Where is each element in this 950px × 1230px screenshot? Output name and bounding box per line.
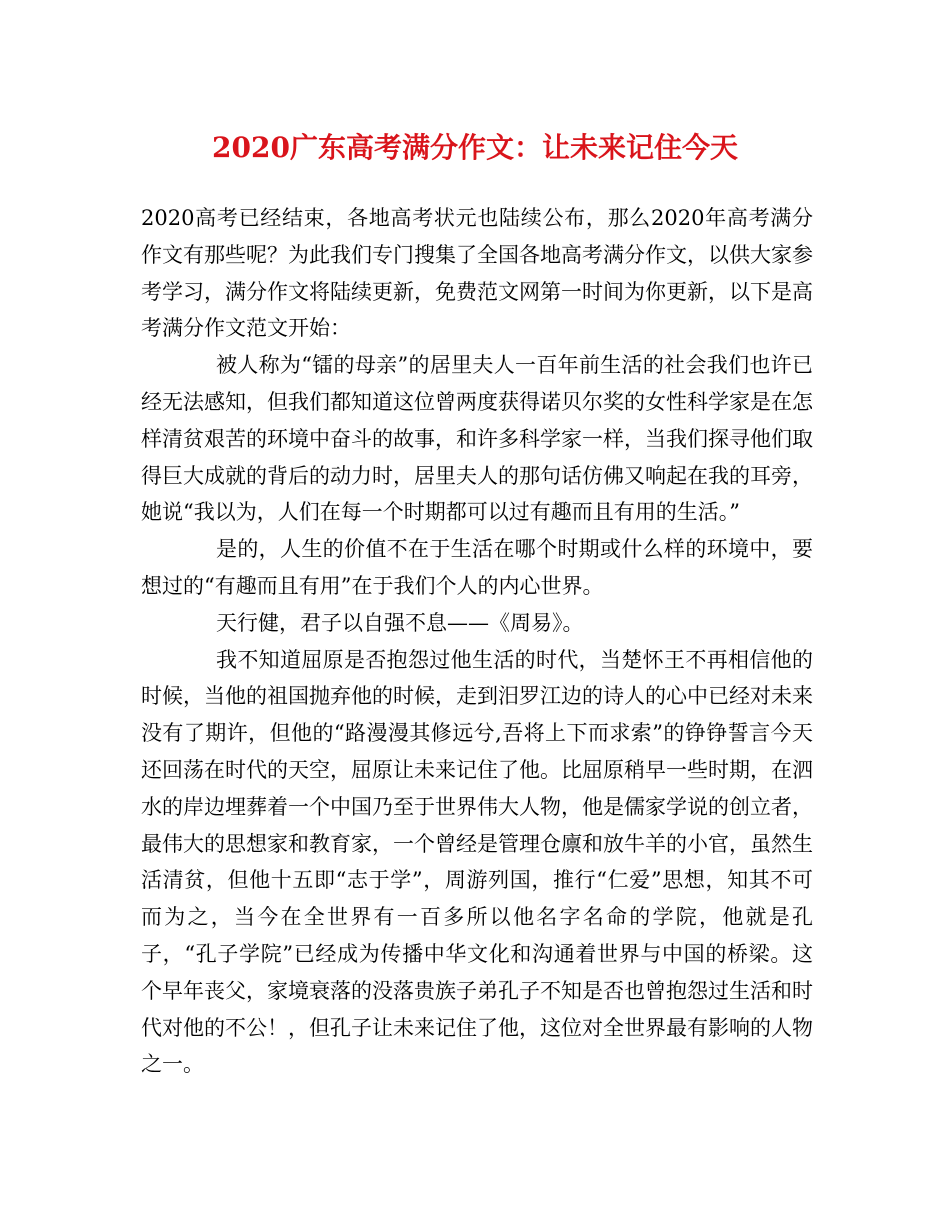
paragraph-quyuan-confucius: 我不知道屈原是否抱怨过他生活的时代，当楚怀王不再相信他的时候，当他的祖国抛弃他的时候，走到汨罗江边的诗人的心中已经对未来没有了期许，但他的“路漫漫其修远兮,吾将上下而求索”的铮铮誓言今天还回荡在时代的天空，屈原让未来记住了他。比屈原稍早一些时期，在泗水的岸边埋葬着一个中国乃至于世界伟大人物，他是儒家学说的创立者，最伟大的思想家和教育家，一个曾经是管理仓廪和放牛羊的小官，虽然生活清贫，但他十五即“志于学”，周游列国，推行“仁爱”思想，知其不可而为之，当今在全世界有一百多所以他名字名命的学院，他就是孔子，“孔子学院”已经成为传播中华文化和沟通着世界与中国的桥梁。这个早年丧父，家境衰落的没落贵族子弟孔子不知是否也曾抱怨过生活和时代对他的不公！，但孔子让未来记住了他，这位对全世界最有影响的人物之一。: [141, 647, 813, 1077]
paragraph-value-of-life: 是的，人生的价值不在于生活在哪个时期或什么样的环境中，要想过的“有趣而且有用”在于我们个人的内心世界。: [141, 537, 813, 598]
paragraph-intro: 2020高考已经结束，各地高考状元也陆续公布，那么2020年高考满分作文有那些呢？为此我们专门搜集了全国各地高考满分作文，以供大家参考学习，满分作文将陆续更新，免费范文网第一时间为你更新，以下是高考满分作文范文开始：: [141, 206, 813, 341]
document-body: [141, 200, 813, 1083]
paragraph-curie: 被人称为“镭的母亲”的居里夫人一百年前生活的社会我们也许已经无法感知，但我们都知道这位曾两度获得诺贝尔奖的女性科学家是在怎样清贫艰苦的环境中奋斗的故事，和许多科学家一样，当我们探寻他们取得巨大成就的背后的动力时，居里夫人的那句话仿佛又响起在我的耳旁，她说“我以为，人们在每一个时期都可以过有趣而且有用的生活。”: [141, 353, 813, 525]
paragraph-zhouyi-quote: 天行健，君子以自强不息——《周易》。: [216, 610, 584, 635]
document-title: 2020广东高考满分作文：让未来记住今天: [212, 131, 738, 164]
